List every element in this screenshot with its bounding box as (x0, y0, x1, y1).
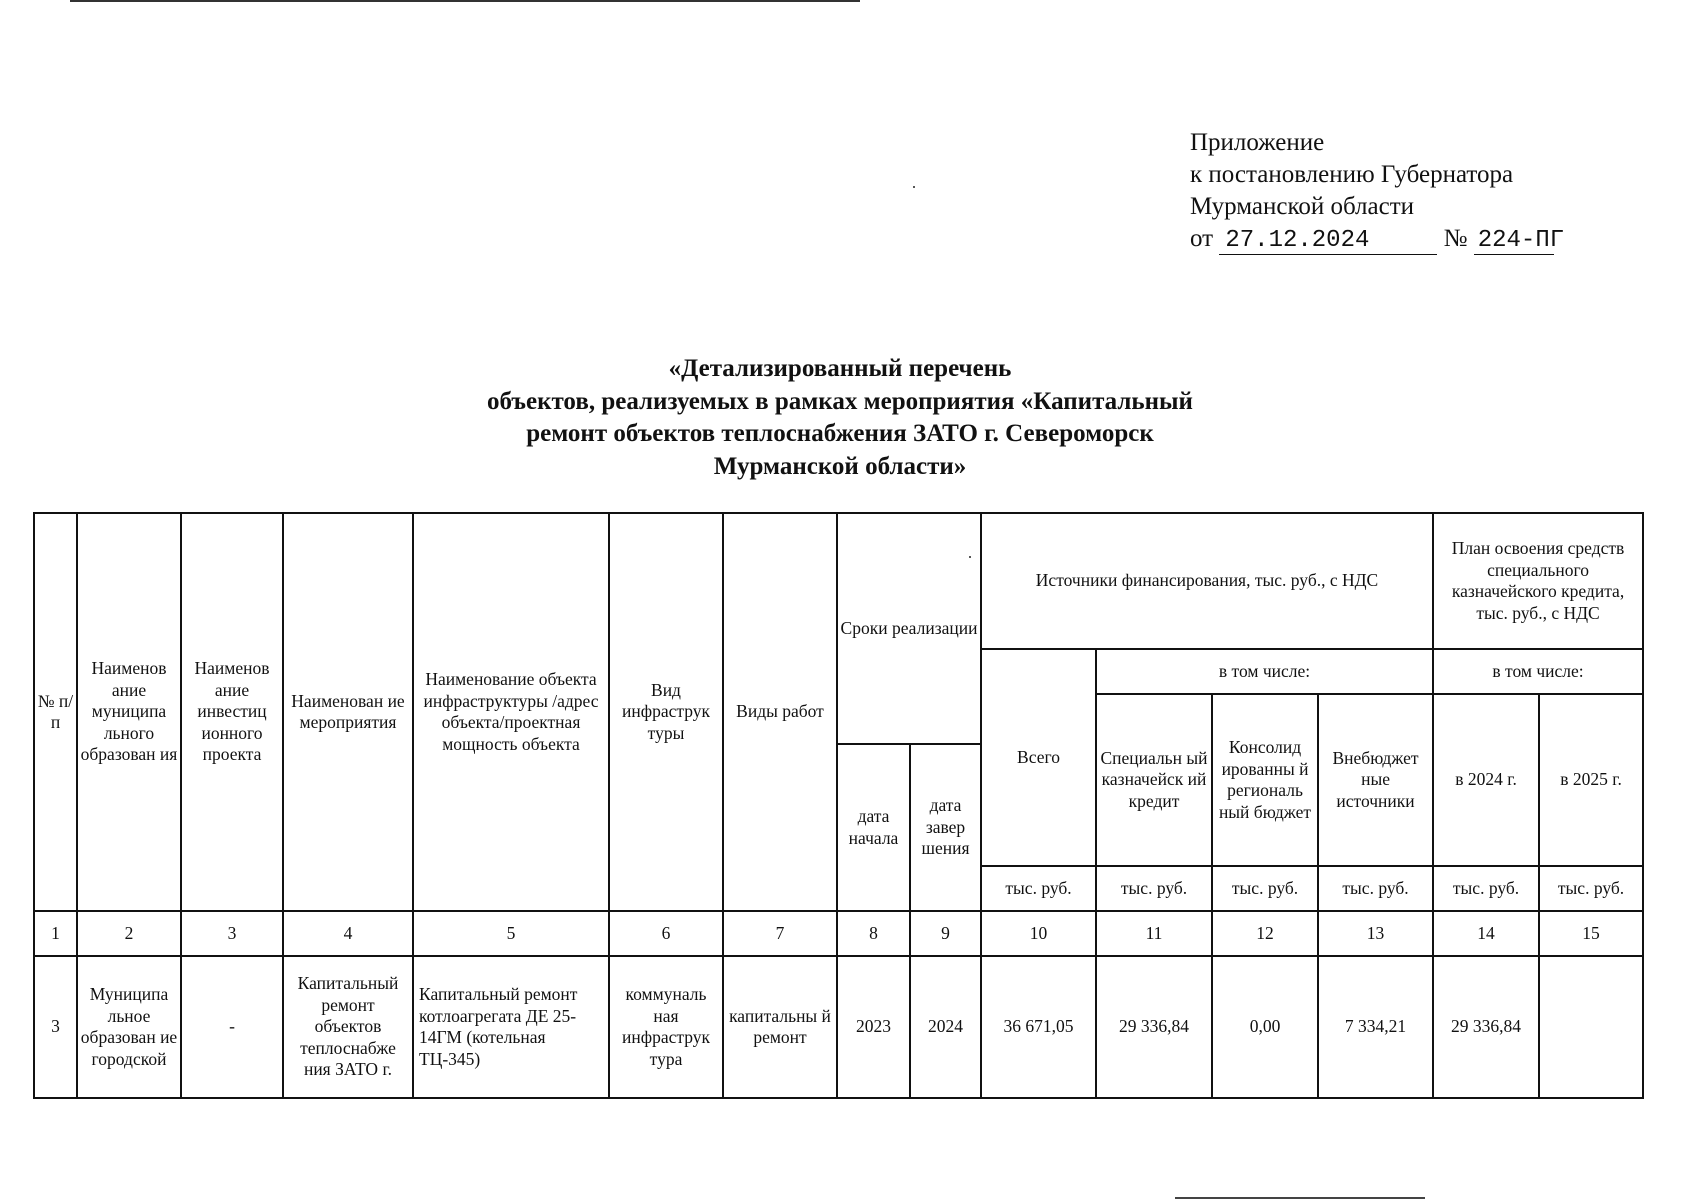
header-including-funding: в том числе: (1096, 649, 1433, 694)
cell-municipality: Муниципа льное образован ие городской (77, 956, 181, 1098)
title-line-2: объектов, реализуемых в рамках мероприятия «Капитальный (487, 387, 1193, 415)
cell-regional-budget: 0,00 (1212, 956, 1318, 1098)
cell-event: Капитальный ремонт объектов теплоснабже ния ЗАТО г. (283, 956, 413, 1098)
unit-extrabudgetary: тыс. руб. (1318, 866, 1433, 911)
header-municipality: Наименов ание муниципа льного образован ия (77, 513, 181, 911)
column-number: 14 (1433, 911, 1539, 956)
cell-object: Капитальный ремонт котлоагрегата ДЕ 25-14ГМ (котельная ТЦ-345) (413, 956, 609, 1098)
column-number: 5 (413, 911, 609, 956)
appendix-date-row (1190, 223, 1565, 255)
header-num: № п/п (34, 513, 77, 911)
unit-treasury-credit: тыс. руб. (1096, 866, 1212, 911)
decree-date: 27.12.2024 (1219, 228, 1437, 255)
header-year-2024: в 2024 г. (1433, 694, 1539, 866)
appendix-line-2: к постановлению Губернатора (1190, 161, 1514, 188)
title-line-4: Мурманской области» (713, 452, 967, 480)
column-number: 4 (283, 911, 413, 956)
header-start: дата начала (837, 744, 910, 911)
column-numbers-row (34, 911, 1643, 956)
column-number: 11 (1096, 911, 1212, 956)
column-number: 15 (1539, 911, 1643, 956)
column-number: 7 (723, 911, 837, 956)
table-row (34, 956, 1643, 1098)
cell-end: 2024 (910, 956, 981, 1098)
column-number: 8 (837, 911, 910, 956)
header-total: Всего (981, 649, 1096, 866)
header-extrabudgetary: Внебюджет ные источники (1318, 694, 1433, 866)
header-treasury-credit: Специальн ый казначейск ий кредит (1096, 694, 1212, 866)
unit-regional-budget: тыс. руб. (1212, 866, 1318, 911)
unit-year-2024: тыс. руб. (1433, 866, 1539, 911)
header-object: Наименование объекта инфраструктуры /адрес объекта/проектная мощность объекта (413, 513, 609, 911)
cell-plan-2024: 29 336,84 (1433, 956, 1539, 1098)
header-year-2025: в 2025 г. (1539, 694, 1643, 866)
title-line-3: ремонт объектов теплоснабжения ЗАТО г. Североморск (526, 420, 1154, 447)
cell-extrabudgetary: 7 334,21 (1318, 956, 1433, 1098)
decree-number: 224-ПГ (1474, 228, 1554, 255)
cell-total: 36 671,05 (981, 956, 1096, 1098)
header-regional-budget: Консолид ированны й региональ ный бюджет (1212, 694, 1318, 866)
header-event: Наименован ие мероприятия (283, 513, 413, 911)
column-number: 10 (981, 911, 1096, 956)
column-number: 2 (77, 911, 181, 956)
document-title (360, 353, 1320, 483)
appendix-line-1: Приложение (1190, 129, 1325, 156)
header-infra-type: Вид инфраструк туры (609, 513, 723, 911)
scan-top-line (70, 0, 860, 2)
title-line-1: «Детализированный перечень (668, 355, 1012, 382)
header-plan: План освоения средств специального казначейского кредита, тыс. руб., с НДС (1433, 513, 1643, 649)
cell-treasury-credit: 29 336,84 (1096, 956, 1212, 1098)
column-number: 3 (181, 911, 283, 956)
cell-infra-type: коммуналь ная инфраструк тура (609, 956, 723, 1098)
column-number: 6 (609, 911, 723, 956)
cell-works: капитальны й ремонт (723, 956, 837, 1098)
scan-bottom-line (1175, 1197, 1425, 1199)
header-terms: Сроки реализации (837, 513, 981, 744)
header-including-plan: в том числе: (1433, 649, 1643, 694)
header-end: дата завер шения (910, 744, 981, 911)
cell-start: 2023 (837, 956, 910, 1098)
unit-total: тыс. руб. (981, 866, 1096, 911)
objects-table (33, 512, 1644, 1099)
column-number: 12 (1212, 911, 1318, 956)
appendix-header (1190, 127, 1565, 255)
appendix-line-3: Мурманской области (1190, 193, 1415, 220)
scan-dot (913, 186, 915, 188)
number-prefix: № (1443, 225, 1468, 252)
header-works: Виды работ (723, 513, 837, 911)
cell-plan-2025 (1539, 956, 1643, 1098)
column-number: 9 (910, 911, 981, 956)
column-number: 13 (1318, 911, 1433, 956)
date-prefix: от (1190, 225, 1214, 252)
unit-year-2025: тыс. руб. (1539, 866, 1643, 911)
cell-project: - (181, 956, 283, 1098)
cell-num: 3 (34, 956, 77, 1098)
header-funding: Источники финансирования, тыс. руб., с НДС (981, 513, 1433, 649)
column-number: 1 (34, 911, 77, 956)
header-project: Наименов ание инвестиц ионного проекта (181, 513, 283, 911)
